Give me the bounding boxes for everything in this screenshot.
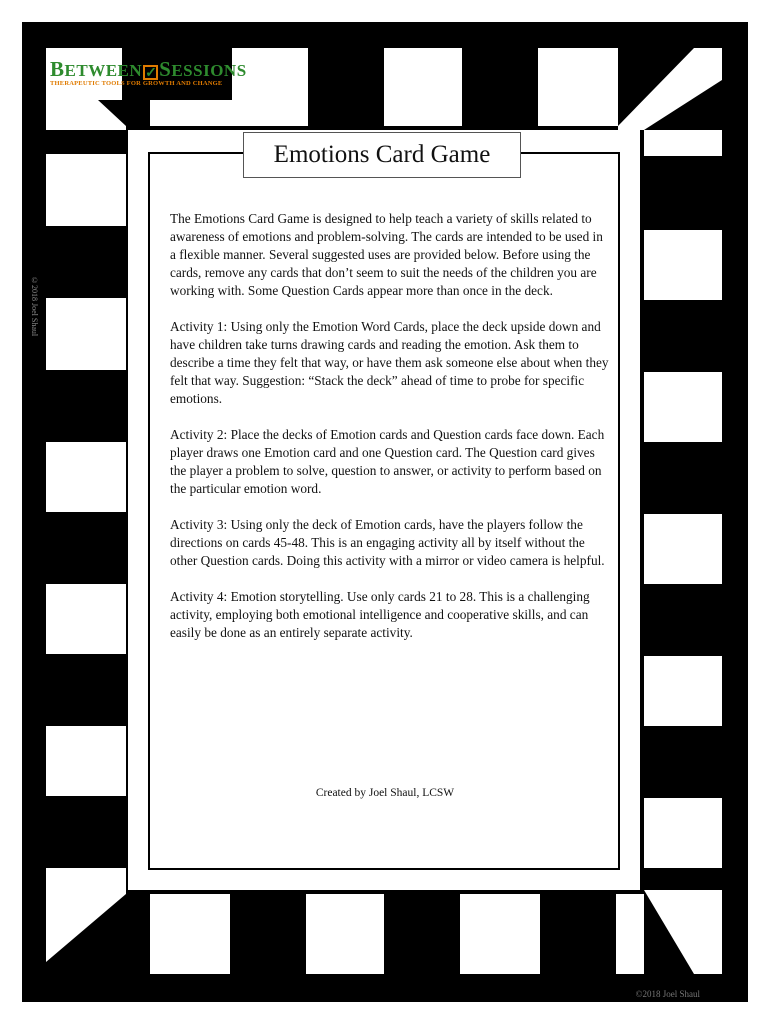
border-corner [644,890,722,974]
border-corner [618,48,722,130]
border-square [46,868,126,890]
logo-letters: ETWEEN [64,61,143,80]
author-credit: Created by Joel Shaul, LCSW [315,787,455,799]
border-square [644,798,722,868]
activity-3-paragraph: Activity 3: Using only the deck of Emotion cards, have the players follow the directions on cards 45-48. This is an engaging activity all by itself without the other Question cards. Doing this activity with a mirror or video camera is helpful. [170,517,605,568]
intro-paragraph: The Emotions Card Game is designed to help teach a variety of skills related to awareness of emotions and problem-solving. The cards are intended to be used in a flexible manner. Several suggested uses are provided below. Before using the cards, remove any cards that don’t seem to suit the needs of the children you are working with. Some Question Cards appear more than once in the deck. [170,211,603,298]
logo-wordmark [50,57,247,81]
border-corner [46,890,126,962]
logo-tagline: THERAPEUTIC TOOLS FOR GROWTH AND CHANGE [50,80,223,87]
instructions-text [170,210,610,660]
border-square [644,130,722,156]
border-square [150,100,232,126]
activity-1-paragraph: Activity 1: Using only the Emotion Word Cards, place the deck upside down and have children take turns drawing cards and reading the emotion. Ask them to describe a time they felt that way, or have them ask someone else about when they felt that way. Suggestion: “Stack the deck” ahead of time to probe for specific emotions. [170,319,609,406]
border-square [150,894,230,974]
activity-4-paragraph: Activity 4: Emotion storytelling. Use only cards 21 to 28. This is a challenging activity, employing both emotional intelligence and cooperative skills, and can easily be done as an entirely separate activity. [170,589,590,640]
border-square [460,894,540,974]
page-title: Emotions Card Game [243,132,521,178]
checkbox-icon: ✓ [145,66,158,81]
border-square [306,894,384,974]
border-square [46,154,126,226]
logo-letter: B [50,57,65,81]
border-square [46,298,126,370]
border-square [644,230,722,300]
border-square [538,48,618,126]
border-square [46,584,126,654]
border-square [46,726,126,796]
between-sessions-logo [50,57,247,88]
border-corner [46,100,126,130]
activity-2-paragraph: Activity 2: Place the decks of Emotion cards and Question cards face down. Each player draws one Emotion card and one Question card. The Question card gives the player a problem to solve, question to answer, or activity to perform based on the particular emotion word. [170,427,605,496]
side-copyright: ©2018 Joel Shaul [30,276,39,337]
border-square [644,372,722,442]
border-square [616,894,644,974]
border-square [644,514,722,584]
border-square [384,48,462,126]
bottom-copyright: ©2018 Joel Shaul [635,989,700,999]
logo-letter: S [159,57,172,81]
logo-letters: ESSIONS [171,61,247,80]
border-square [46,442,126,512]
border-square [644,656,722,726]
